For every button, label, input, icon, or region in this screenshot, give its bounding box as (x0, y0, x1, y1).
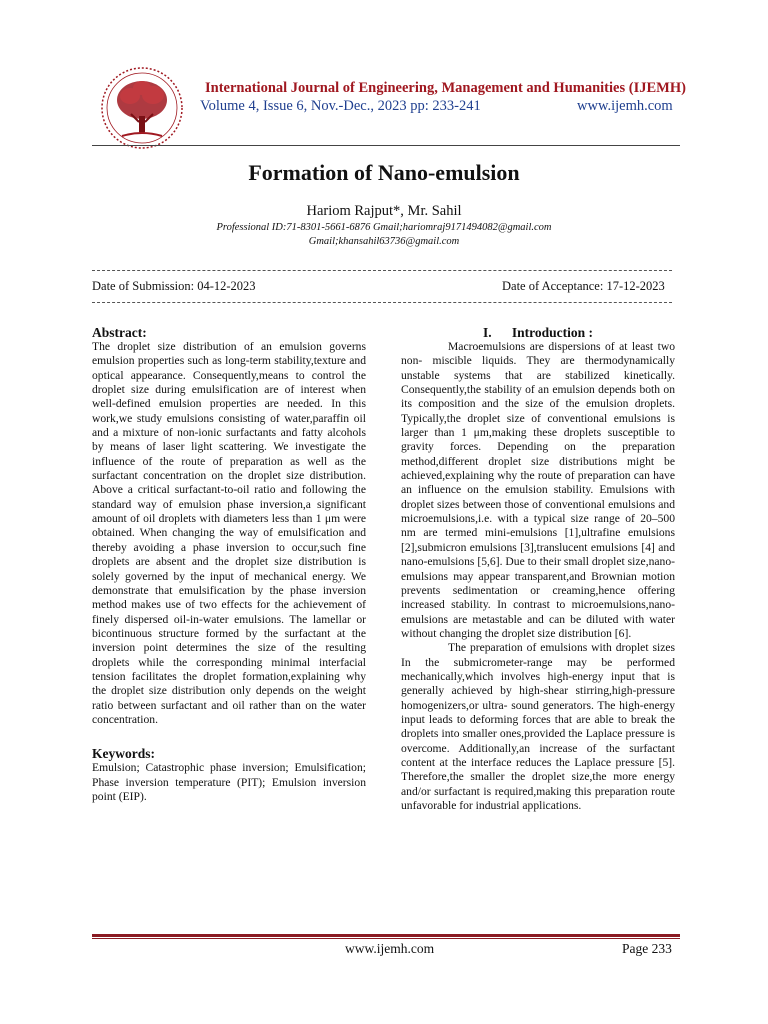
keywords-text: Emulsion; Catastrophic phase inversion; Emulsification; Phase inversion temperature (PIT); Emulsion inversion point (EIP). (92, 761, 366, 803)
dashed-divider-top (92, 270, 672, 271)
dashed-divider-bottom (92, 302, 672, 303)
author-contact-line-1: Professional ID:71-8301-5661-6876 Gmail;hariomraj9171494082@gmail.com (216, 222, 552, 233)
abstract-heading: Abstract: (92, 325, 147, 340)
paper-authors: Hariom Rajput*, Mr. Sahil (306, 203, 462, 219)
author-contact-line-2: Gmail;khansahil63736@gmail.com (308, 236, 460, 247)
footer-divider-thin (92, 938, 680, 939)
footer-divider-thick (92, 934, 680, 937)
introduction-heading: I. Introduction : (482, 325, 594, 340)
footer-website-link[interactable]: www.ijemh.com (345, 941, 435, 956)
right-column (401, 326, 675, 813)
introduction-paragraph-1: Macroemulsions are dispersions of at least two non- miscible liquids. They are thermodynamically unstable systems that are stabilized kinetically. Consequently,the stability of an emulsion depends both on its composition and the size of the emulsion droplets. Typically,the droplet size of conventional emulsions is larger than 1 μm,making these droplets susceptible to gravity forces. Depending on the preparation method,different droplet size distributions might be achieved,explaining why the route of preparation can have an influence on the emulsion stability. Emulsions with droplet sizes between those of conventional emulsions and microemulsions,i.e. with a typical size range of 20–500 nm are termed mini-emulsions [1],ultrafine emulsions [2],submicron emulsions [3],translucent emulsions [4] and nano-emulsions [5,6]. Due to their small droplet size,nano-emulsions may appear transparent,and Brownian motion prevents sedimentation or creaming,hence offering increased stability. In contrast to microemulsions,nano-emulsions are metastable and can be diluted with water without changing the droplet size distribution [6]. (401, 340, 675, 640)
tree-logo-icon (97, 66, 187, 150)
journal-website-link[interactable]: www.ijemh.com (577, 98, 673, 114)
introduction-paragraph-2: The preparation of emulsions with droplet sizes In the submicrometer-range may be performed mechanically,which involves high-energy input that is generally achieved by high-shear stirring,high-pressure homogenizers,or ultra- sound generators. The high-energy input leads to deforming forces that are able to break the droplets into smaller ones,provided the Laplace pressure is overcome. Additionally,an increase of the surfactant content at the interface reduces the Laplace pressure [5]. Therefore,the smaller the droplet size,the more energy and/or surfactant is required,making this preparation route unfavorable for industrial applications. (401, 641, 675, 812)
left-column (92, 326, 366, 804)
journal-volume-info: Volume 4, Issue 6, Nov.-Dec., 2023 pp: 233-241 (200, 98, 481, 114)
keywords-heading: Keywords: (92, 746, 155, 762)
submission-date: Date of Submission: 04-12-2023 (92, 279, 256, 293)
abstract-text: The droplet size distribution of an emulsion governs emulsion properties such as long-term stability,texture and optical appearance. Consequently,means to control the droplet size during emulsification are of interest when well-defined emulsion properties are needed. In this work,we study emulsions consisting of water,paraffin oil and a mixture of non-ionic surfactants and fatty alcohols by means of laser light scattering. We investigate the influence of the route of preparation as well as the surfactant concentration on the droplet size distribution. Above a critical surfactant-to-oil ratio and following the standard way of emulsion phase inversion,a significant amount of oil droplets with diameters less than 1 μm were obtained. When changing the way of emulsification and thereby avoiding a phase inversion to occur,such fine droplets are absent and the droplet size distribution is solely governed by the input of mechanical energy. We demonstrate that emulsification by the phase inversion method makes use of two effects for the achievement of finely dispersed oil-in-water emulsions. The lamellar or bicontinuous structure formed by the surfactant at the inversion point determines the size of the resulting droplets while the corresponding minimal interfacial tension facilitates the droplet formation,explaining why the droplet size distribution only depends on the weight ratio between surfactant and oil rather than on the water concentration. (92, 340, 366, 726)
paper-title: Formation of Nano-emulsion (248, 160, 520, 185)
header-divider (92, 145, 680, 146)
journal-title: International Journal of Engineering, Management and Humanities (IJEMH) (205, 80, 686, 96)
page-number: Page 233 (622, 941, 672, 956)
acceptance-date: Date of Acceptance: 17-12-2023 (502, 279, 665, 293)
